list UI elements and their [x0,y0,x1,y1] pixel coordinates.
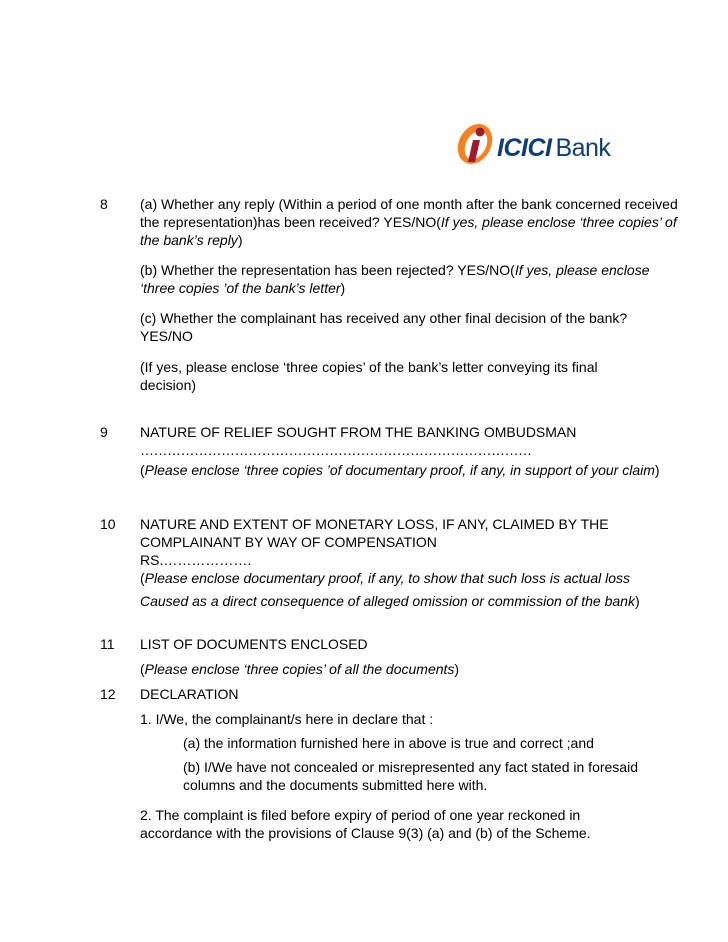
item-11-note-close: ) [454,661,460,677]
item-8-c-line1: (c) Whether the complainant has received any other final decision of the bank? [140,310,628,326]
item-9-note-open: ( [140,462,145,478]
item-8-a-close: ) [237,232,243,248]
item-8-a-note: If yes, please enclose ‘three copies’ of the bank’s reply [140,214,677,248]
item-9-dots: …………………………………………………………………………… [140,442,532,458]
item-12-p1: 1. I/We, the complainant/s here in declare that : [140,711,434,727]
item-8-d-text: (If yes, please enclose ‘three copies’ of the bank’s letter conveying its final decision) [140,359,598,393]
item-8-b [140,261,680,297]
item-11-number: 11 [100,636,115,652]
item-8-c-line2: YES/NO [140,328,193,344]
item-10-note [140,569,700,610]
item-8-c [140,309,680,345]
item-10 [140,515,640,569]
item-10-note-open: ( [140,570,145,586]
item-8-b-close: ) [340,280,346,296]
item-9-note-close: ) [654,462,660,478]
icici-swirl-icon [455,118,500,168]
item-9 [140,423,680,479]
item-8-number: 8 [100,196,108,212]
logo-brand-rest: Bank [555,134,611,162]
item-12-p1b: (b) I/We have not concealed or misrepresented any fact stated in foresaid columns and the documents submitted here with. [183,759,638,793]
item-11-note [140,660,680,678]
item-12-p2: 2. The complaint is filed before expiry of period of one year reckoned in accordance with the provisions of Clause 9(3) (a) and (b) of the Scheme. [140,807,591,841]
item-8-b-note: If yes, please enclose ‘three copies ’of the bank’s letter [140,262,650,296]
item-12-number: 12 [100,686,116,702]
item-11-note-open: ( [140,661,145,677]
item-10-rs: RS.………………. [140,552,252,568]
item-8-a-text: (a) Whether any reply (Within a period of one month after the bank concerned received the representation)has been received? YES/NO( [140,196,678,230]
item-10-note-line2: Caused as a direct consequence of alleged omission or commission of the bank [140,593,635,609]
item-9-title: NATURE OF RELIEF SOUGHT FROM THE BANKING OMBUDSMAN [140,424,577,440]
item-8-a [140,195,680,249]
icici-bank-logo [455,118,665,168]
item-9-note: Please enclose ‘three copies ’of documentary proof, if any, in support of your claim [144,462,655,478]
logo-wordmark [497,134,610,163]
item-10-title: NATURE AND EXTENT OF MONETARY LOSS, IF ANY, CLAIMED BY THE COMPLAINANT BY WAY OF COMPENSATION [140,516,609,550]
item-8-d [140,358,630,394]
item-8-b-text: (b) Whether the representation has been rejected? YES/NO( [140,262,515,278]
item-10-number: 10 [100,516,116,532]
logo-brand-bold: ICICI [497,134,552,162]
item-12-title: DECLARATION [140,686,239,702]
item-11-title: LIST OF DOCUMENTS ENCLOSED [140,636,368,652]
item-12-p1a: (a) the information furnished here in above is true and correct ;and [183,735,594,751]
item-10-note-close: ) [634,593,640,609]
item-11-note-text: Please enclose ‘three copies’ of all the documents [144,661,455,677]
item-9-number: 9 [100,424,108,440]
item-10-note-line1: Please enclose documentary proof, if any, to show that such loss is actual loss [144,570,630,586]
